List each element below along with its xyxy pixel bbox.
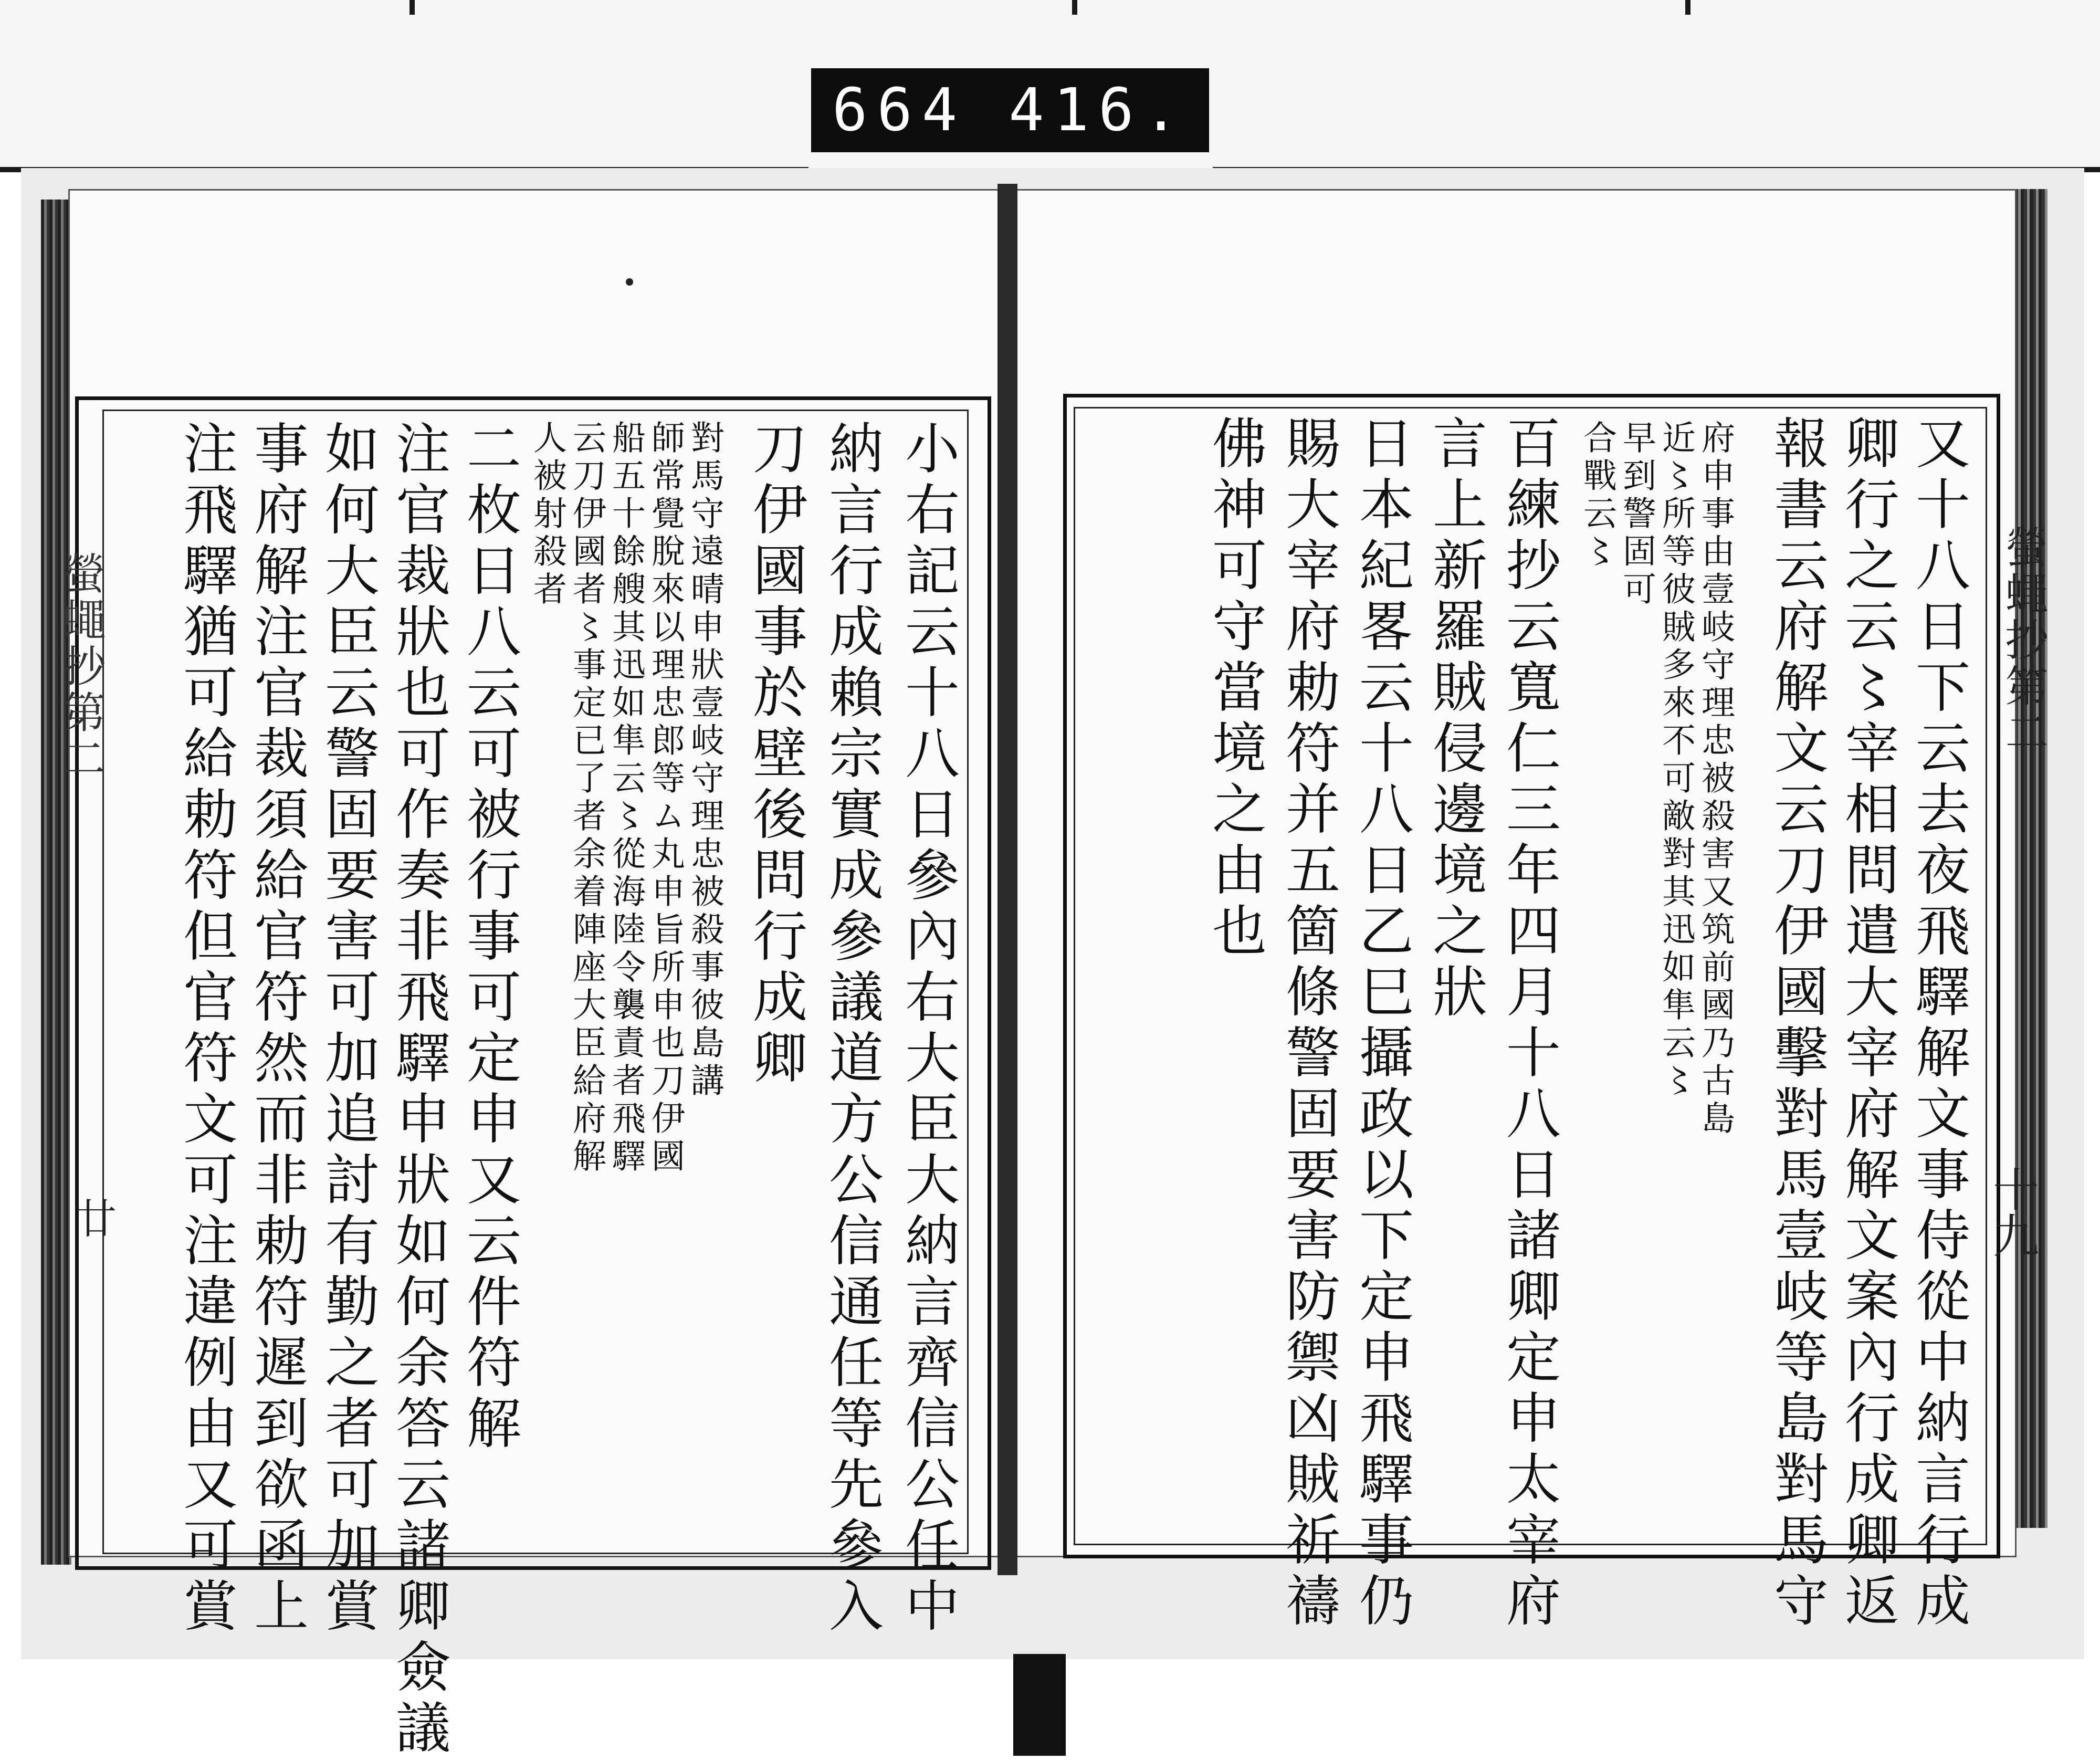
folio-right: 十九 [1986,1166,2040,1258]
text-column-note: 云刀伊國者〻事定已了者余着陣座大臣給府解 [567,420,606,1176]
scan-tick [410,0,415,15]
text-column: 納言行成賴宗實成參議道方公信通任等先參入 [820,420,884,1638]
scan-tick [1072,0,1077,15]
text-column: 如何大臣云警固要害可加追討有勤之者可加賞 [316,420,380,1638]
text-column-note: 船五十餘艘其迅如隼云〻從海陸令襲責者飛驛 [606,420,645,1176]
text-column: 賜大宰府勅符并五箇條警固要害防禦凶賊祈禱 [1276,415,1340,1633]
folio-left: 廿 [69,1197,116,1238]
text-column: 小右記云十八日參內右大臣大納言齊信公任中 [896,420,960,1638]
text-column-note: 對馬守遠晴申狀壹岐守理忠被殺事彼島講 [685,420,724,1101]
accession-label [811,68,1209,152]
text-column: 日本紀畧云十八日乙巳攝政以下定申飛驛事仍 [1350,415,1414,1633]
text-column: 注飛驛猶可給勅符但官符文可注違例由又可賞 [174,420,238,1638]
text-column: 百練抄云寬仁三年四月十八日諸卿定申太宰府 [1497,415,1561,1633]
text-column: 佛神可守當境之由也 [1203,415,1267,963]
ink-speck [626,278,633,286]
text-column-note: 師常覺脫來以理忠郎等ム丸申旨所申也刀伊國 [646,420,685,1176]
text-column-note: 府申事由壹岐守理忠被殺害又筑前國乃古島 [1696,420,1735,1138]
text-column: 報書云府解文云刀伊國擊對馬壹岐等島對馬守 [1765,415,1829,1633]
fore-edge-right [2015,189,2048,1528]
accession-number-b: 416. [1009,76,1188,144]
text-column: 二枚日八云可被行事可定申又云件符解 [457,420,521,1455]
accession-number-a: 664 [832,76,967,144]
text-column: 又十八日下云去夜飛驛解文事侍從中納言行成 [1906,415,1970,1633]
running-title-left: 螢蠅抄第二 [56,551,106,782]
text-column-note: 近〻所等彼賊多來不可敵對其迅如隼云〻 [1656,420,1695,1101]
text-column: 卿行之云〻宰相問遣大宰府解文案內行成卿返 [1835,415,1899,1633]
text-column-note: 合戰云〻 [1578,420,1616,571]
scan-tick [1685,0,1690,15]
binding-tab [1013,1654,1066,1756]
text-column: 事府解注官裁須給官符然而非勅符遲到欲函上 [245,420,309,1638]
text-column: 刀伊國事於壁後問行成卿 [743,420,807,1090]
text-column: 言上新羅賊侵邊境之狀 [1423,415,1487,1024]
fore-edge-left [41,200,71,1565]
book-gutter [998,184,1017,1575]
text-column-note: 人被射殺者 [528,420,566,609]
text-column-note: 早到警固可 [1617,420,1656,609]
running-title-right: 螢蠅抄第二 [1998,525,2048,756]
text-column: 注官裁狀也可作奏非飛驛申狀如何余答云諸卿僉議 [386,420,450,1760]
